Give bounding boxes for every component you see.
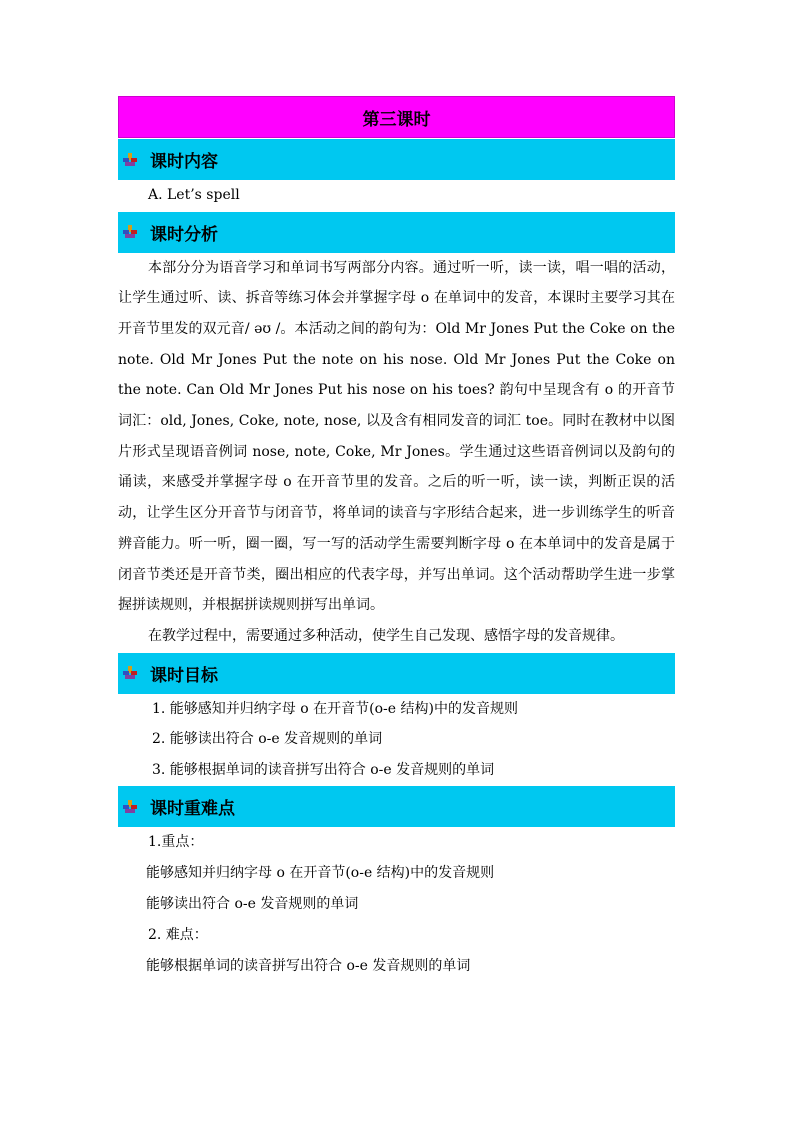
list-item: 能够根据单词的读音拼写出符合 o-e 发音规则的单词 (146, 958, 471, 975)
list-item: 1. 能够感知并归纳字母 o 在开音节(o-e 结构)中的发音规则 (152, 700, 518, 717)
difficulty-label: 2. 难点： (148, 927, 208, 944)
section-header-goals (118, 652, 675, 694)
list-item: 能够读出符合 o-e 发音规则的单词 (146, 896, 359, 913)
section-heading: 课时重难点 (150, 799, 235, 820)
book-stack-icon (122, 800, 138, 814)
section-heading: 课时分析 (150, 224, 218, 245)
section-header-keypoints (118, 785, 675, 827)
section-header-analysis (118, 211, 675, 253)
goals-list (118, 694, 675, 786)
analysis-paragraph: 本部分分为语音学习和单词书写两部分内容。通过听一听，读一读，唱一唱的活动，让学生通过听、读、拆音等练习体会并掌握字母 o 在单词中的发音，本课时主要学习其在开音节里发的双元音/ əʊ /。本活动之间的韵句为：Old Mr Jones Put the Coke on the note. Old Mr Jones Put the note on his nose. Old Mr Jones Put the Coke on the note. Can Old Mr Jones Put his nose on his toes? 韵句中呈现含有 o 的开音节词汇：old, Jones, Coke, note, nose, 以及含有相同发音的词汇 toe。同时在教材中以图片形式呈现语音例词 nose, note, Coke, Mr Jones。学生通过这些语音例词以及韵句的诵读，来感受并掌握字母 o 在开音节里的发音。之后的听一听，读一读，判断正误的活动，让学生区分开音节与闭音节，将单词的读音与字形结合起来，进一步训练学生的听音辨音能力。听一听，圈一圈，写一写的活动学生需要判断字母 o 在本单词中的发音是属于闭音节类还是开音节类，圈出相应的代表字母，并写出单词。这个活动帮助学生进一步掌握拼读规则，并根据拼读规则拼写出单词。 (118, 259, 675, 614)
list-item: 2. 能够读出符合 o-e 发音规则的单词 (152, 731, 383, 748)
section-header-content (118, 138, 675, 180)
section-heading: 课时目标 (150, 665, 218, 686)
list-item: 能够感知并归纳字母 o 在开音节(o-e 结构)中的发音规则 (146, 865, 495, 882)
lesson-content-item: A. Let’s spell (148, 187, 240, 203)
keypoints-list (118, 827, 675, 982)
analysis-paragraph: 在教学过程中，需要通过多种活动，使学生自己发现、感悟字母的发音规律。 (148, 627, 624, 644)
section-heading: 课时内容 (150, 152, 218, 172)
lesson-title: 第三课时 (118, 96, 675, 138)
key-label: 1.重点： (148, 834, 204, 851)
list-item: 3. 能够根据单词的读音拼写出符合 o-e 发音规则的单词 (152, 761, 495, 778)
book-stack-icon (122, 666, 138, 680)
book-stack-icon (122, 225, 138, 239)
lesson-page (118, 96, 675, 982)
book-stack-icon (122, 153, 138, 167)
